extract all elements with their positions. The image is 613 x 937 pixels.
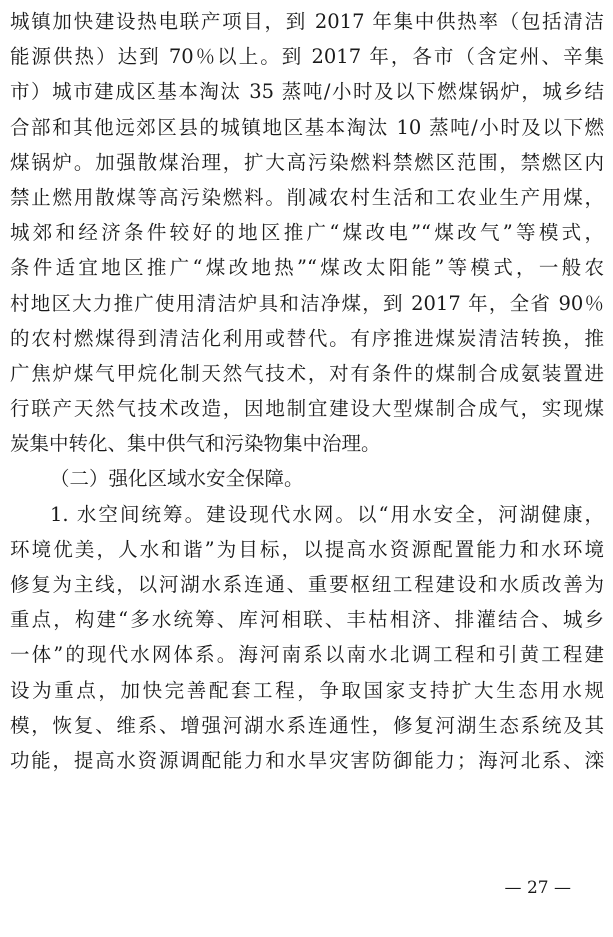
- text-line: 合部和其他远郊区县的城镇地区基本淘汰 10 蒸吨/小时及以下燃: [10, 115, 604, 139]
- text-line: 设为重点，加快完善配套工程，争取国家支持扩大生态用水规: [10, 678, 604, 702]
- text-line: 村地区大力推广使用清洁炉具和洁净煤，到 2017 年，全省 90％: [10, 291, 604, 315]
- text-line: 能源供热）达到 70％以上。到 2017 年，各市（含定州、辛集: [10, 45, 604, 69]
- text-line: 重点，构建“多水统筹、库河相联、丰枯相济、排灌结合、城乡: [10, 608, 604, 632]
- text-line: 修复为主线，以河湖水系连通、重要枢纽工程建设和水质改善为: [10, 573, 604, 596]
- text-line: 禁止燃用散煤等高污染燃料。削减农村生活和工农业生产用煤，: [10, 185, 604, 209]
- text-line: 环境优美，人水和谐”为目标，以提高水资源配置能力和水环境: [10, 537, 604, 561]
- text-line: 行联产天然气技术改造，因地制宜建设大型煤制合成气，实现煤: [10, 397, 604, 421]
- text-line: 模，恢复、维系、增强河湖水系连通性，修复河湖生态系统及其: [10, 713, 604, 737]
- body-text: [10, 4, 604, 778]
- text-line: 条件适宜地区推广“煤改地热”“煤改太阳能”等模式，一般农: [10, 256, 604, 280]
- text-line: 城镇加快建设热电联产项目，到 2017 年集中供热率（包括清洁: [10, 10, 604, 33]
- text-line: 煤锅炉。加强散煤治理，扩大高污染燃料禁燃区范围，禁燃区内: [10, 150, 604, 174]
- page-number: — 27 —: [504, 878, 571, 898]
- text-line: 1. 水空间统筹。建设现代水网。以“用水安全，河湖健康，: [50, 502, 604, 526]
- text-line: 城郊和经济条件较好的地区推广“煤改电”“煤改气”等模式，: [10, 221, 604, 245]
- text-line: 市）城市建成区基本淘汰 35 蒸吨/小时及以下燃煤锅炉，城乡结: [10, 80, 604, 104]
- text-line: 炭集中转化、集中供气和污染物集中治理。: [10, 432, 381, 456]
- section-heading: （二）强化区域水安全保障。: [50, 467, 304, 491]
- text-line: 一体”的现代水网体系。海河南系以南水北调工程和引黄工程建: [10, 643, 604, 667]
- text-line: 广焦炉煤气甲烷化制天然气技术，对有条件的煤制合成氨装置进: [10, 361, 604, 385]
- text-line: 功能，提高水资源调配能力和水旱灾害防御能力；海河北系、滦: [10, 748, 604, 772]
- text-line: 的农村燃煤得到清洁化利用或替代。有序推进煤炭清洁转换，推: [10, 326, 604, 350]
